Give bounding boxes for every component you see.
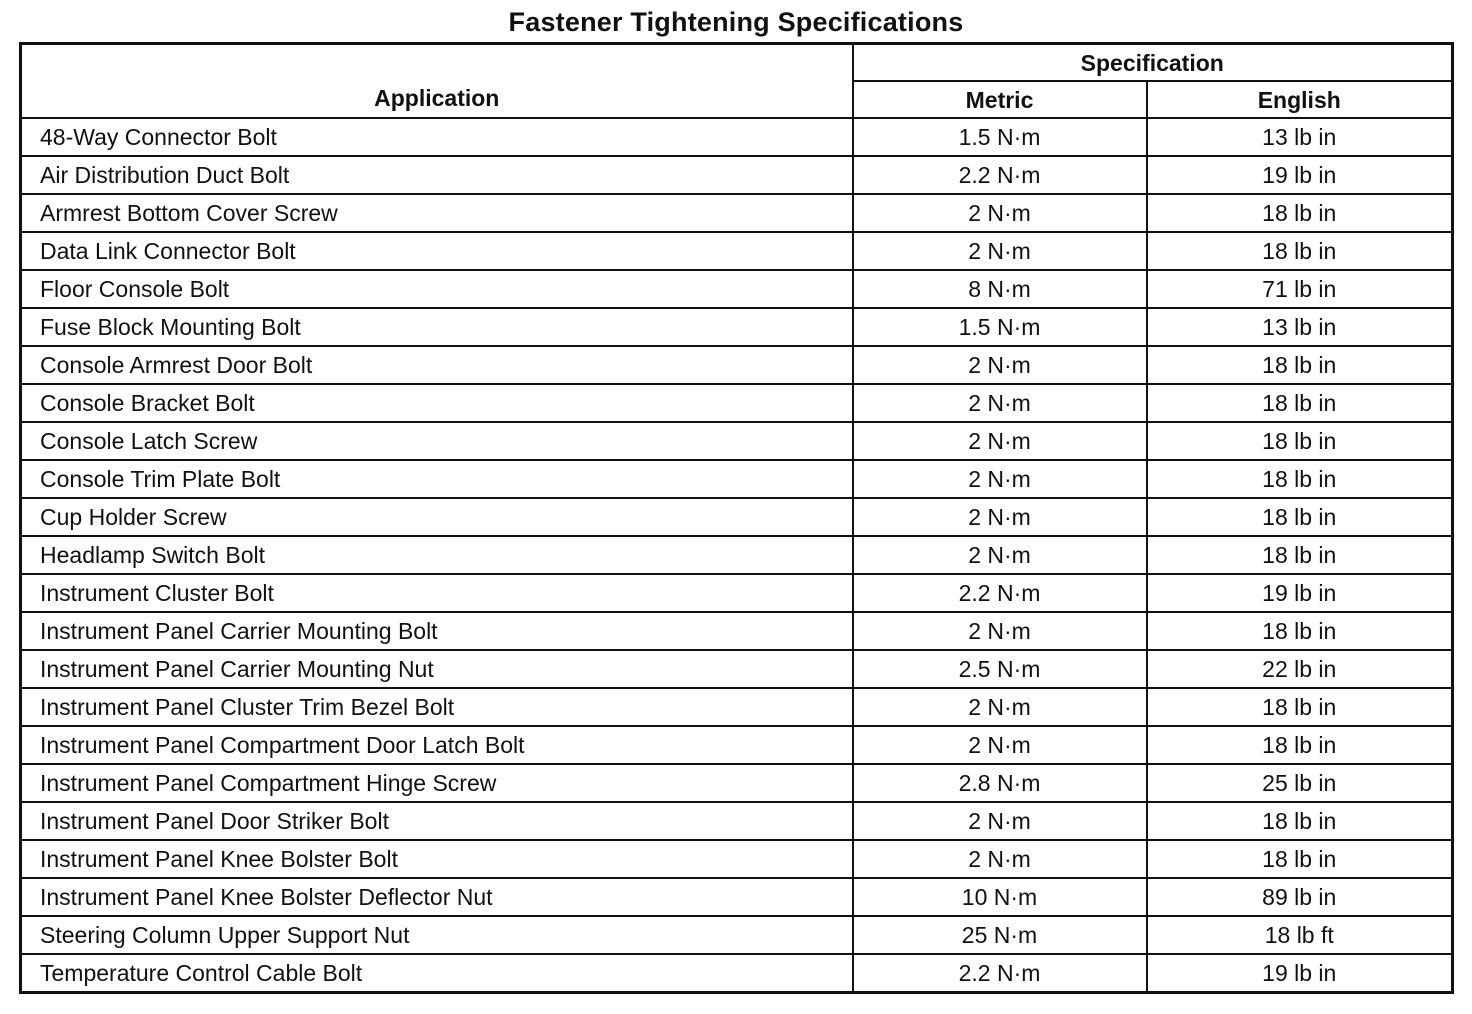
metric-cell: 2.2 N·m (853, 574, 1147, 612)
table-row (21, 650, 1453, 688)
metric-cell: 2 N·m (853, 384, 1147, 422)
header-english: English (1147, 81, 1453, 118)
metric-cell: 2 N·m (853, 232, 1147, 270)
application-cell: Instrument Panel Door Striker Bolt (21, 802, 853, 840)
application-cell: Console Bracket Bolt (21, 384, 853, 422)
application-cell: Instrument Panel Carrier Mounting Nut (21, 650, 853, 688)
application-cell: Air Distribution Duct Bolt (21, 156, 853, 194)
table-row (21, 802, 1453, 840)
english-cell: 25 lb in (1147, 764, 1453, 802)
application-cell: Data Link Connector Bolt (21, 232, 853, 270)
english-cell: 71 lb in (1147, 270, 1453, 308)
metric-cell: 2 N·m (853, 726, 1147, 764)
english-cell: 18 lb in (1147, 422, 1453, 460)
english-cell: 18 lb in (1147, 612, 1453, 650)
table-row (21, 954, 1453, 993)
english-cell: 18 lb in (1147, 688, 1453, 726)
table-row (21, 726, 1453, 764)
application-cell: Instrument Panel Compartment Hinge Screw (21, 764, 853, 802)
metric-cell: 25 N·m (853, 916, 1147, 954)
metric-cell: 8 N·m (853, 270, 1147, 308)
application-cell: Instrument Panel Knee Bolster Bolt (21, 840, 853, 878)
header-row-top (21, 44, 1453, 82)
english-cell: 18 lb ft (1147, 916, 1453, 954)
metric-cell: 2 N·m (853, 194, 1147, 232)
header-application: Application (21, 44, 853, 119)
table-row (21, 194, 1453, 232)
metric-cell: 2 N·m (853, 688, 1147, 726)
english-cell: 89 lb in (1147, 878, 1453, 916)
table-row (21, 878, 1453, 916)
table-row (21, 498, 1453, 536)
metric-cell: 2.5 N·m (853, 650, 1147, 688)
english-cell: 19 lb in (1147, 574, 1453, 612)
metric-cell: 2 N·m (853, 460, 1147, 498)
table-row (21, 156, 1453, 194)
english-cell: 18 lb in (1147, 384, 1453, 422)
table-row (21, 764, 1453, 802)
english-cell: 18 lb in (1147, 460, 1453, 498)
table-row (21, 270, 1453, 308)
english-cell: 18 lb in (1147, 802, 1453, 840)
table-row (21, 308, 1453, 346)
application-cell: Instrument Panel Cluster Trim Bezel Bolt (21, 688, 853, 726)
table-row (21, 460, 1453, 498)
table-row (21, 232, 1453, 270)
metric-cell: 2 N·m (853, 840, 1147, 878)
english-cell: 13 lb in (1147, 118, 1453, 156)
header-specification: Specification (853, 44, 1453, 82)
metric-cell: 2 N·m (853, 536, 1147, 574)
metric-cell: 2 N·m (853, 498, 1147, 536)
metric-cell: 2 N·m (853, 422, 1147, 460)
header-metric: Metric (853, 81, 1147, 118)
metric-cell: 10 N·m (853, 878, 1147, 916)
table-header (21, 44, 1453, 119)
application-cell: Cup Holder Screw (21, 498, 853, 536)
table-row (21, 688, 1453, 726)
english-cell: 18 lb in (1147, 194, 1453, 232)
table-body (21, 118, 1453, 993)
application-cell: Fuse Block Mounting Bolt (21, 308, 853, 346)
metric-cell: 2.8 N·m (853, 764, 1147, 802)
metric-cell: 2 N·m (853, 346, 1147, 384)
application-cell: Instrument Panel Carrier Mounting Bolt (21, 612, 853, 650)
page-title: Fastener Tightening Specifications (508, 7, 964, 37)
table-row (21, 916, 1453, 954)
application-cell: Console Armrest Door Bolt (21, 346, 853, 384)
application-cell: Armrest Bottom Cover Screw (21, 194, 853, 232)
application-cell: Headlamp Switch Bolt (21, 536, 853, 574)
metric-cell: 2.2 N·m (853, 954, 1147, 993)
table-row (21, 574, 1453, 612)
application-cell: Temperature Control Cable Bolt (21, 954, 853, 993)
english-cell: 19 lb in (1147, 156, 1453, 194)
english-cell: 18 lb in (1147, 536, 1453, 574)
english-cell: 18 lb in (1147, 498, 1453, 536)
metric-cell: 2 N·m (853, 612, 1147, 650)
table-row (21, 118, 1453, 156)
metric-cell: 2 N·m (853, 802, 1147, 840)
application-cell: 48-Way Connector Bolt (21, 118, 853, 156)
application-cell: Steering Column Upper Support Nut (21, 916, 853, 954)
application-cell: Console Trim Plate Bolt (21, 460, 853, 498)
table-row (21, 422, 1453, 460)
table-row (21, 840, 1453, 878)
english-cell: 18 lb in (1147, 346, 1453, 384)
application-cell: Console Latch Screw (21, 422, 853, 460)
specification-table (19, 42, 1454, 994)
metric-cell: 1.5 N·m (853, 118, 1147, 156)
application-cell: Floor Console Bolt (21, 270, 853, 308)
english-cell: 13 lb in (1147, 308, 1453, 346)
table-row (21, 536, 1453, 574)
metric-cell: 1.5 N·m (853, 308, 1147, 346)
application-cell: Instrument Cluster Bolt (21, 574, 853, 612)
english-cell: 18 lb in (1147, 232, 1453, 270)
english-cell: 22 lb in (1147, 650, 1453, 688)
metric-cell: 2.2 N·m (853, 156, 1147, 194)
table-row (21, 612, 1453, 650)
application-cell: Instrument Panel Knee Bolster Deflector Nut (21, 878, 853, 916)
english-cell: 18 lb in (1147, 840, 1453, 878)
english-cell: 19 lb in (1147, 954, 1453, 993)
english-cell: 18 lb in (1147, 726, 1453, 764)
table-row (21, 346, 1453, 384)
table-row (21, 384, 1453, 422)
application-cell: Instrument Panel Compartment Door Latch Bolt (21, 726, 853, 764)
